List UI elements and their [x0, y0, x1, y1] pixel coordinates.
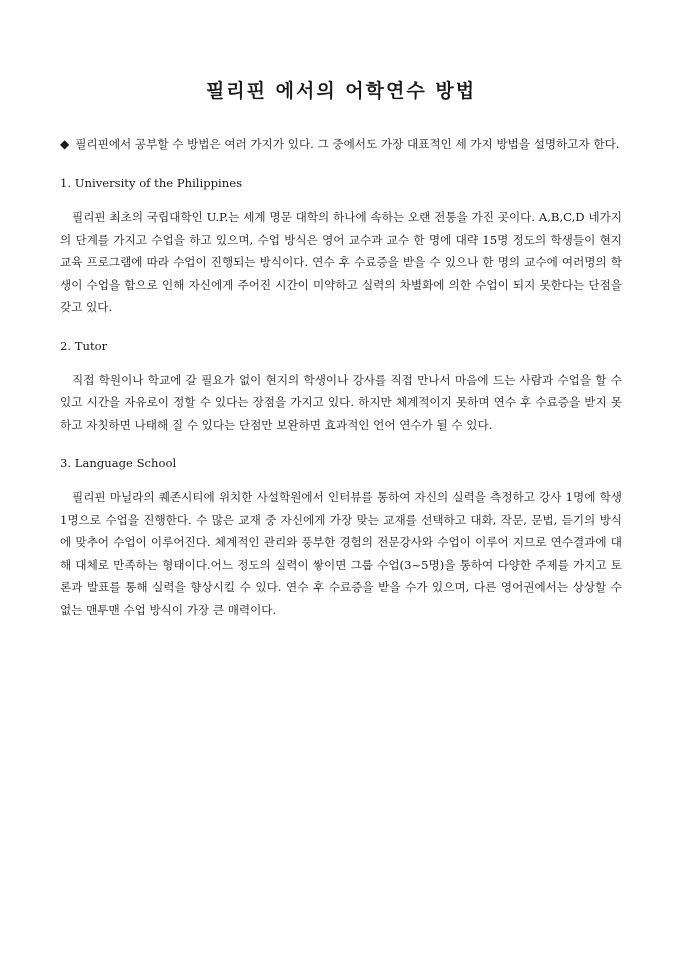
- intro-paragraph: [60, 134, 622, 155]
- section-tutor: [60, 336, 622, 437]
- section-language-school: [60, 453, 622, 621]
- section-body: 직접 학원이나 학교에 갈 필요가 없이 현지의 학생이나 강사를 직접 만나서 마음에 드는 사람과 수업을 할 수 있고 시간을 자유로이 정할 수 있다는 장점을 가지고 있다. 하지만 체계적이지 못하며 연수 후 수료증을 받지 못하고 자칫하면 나태해 질 수 있다는 단점만 보완하면 효과적인 언어 연수가 될 수 있다.: [60, 372, 622, 432]
- section-heading: 1. University of the Philippines: [60, 176, 243, 190]
- section-heading: 3. Language School: [60, 456, 177, 470]
- section-heading: 2. Tutor: [60, 338, 108, 353]
- section-body: 필리핀 최초의 국립대학인 U.P.는 세계 명문 대학의 하나에 속하는 오랜 전통을 가진 곳이다. A,B,C,D 네가지의 단계를 가지고 수업을 하고 있으며, 수업 방식은 영어 교수과 교수 한 명에 대략 15명 정도의 학생들이 현지 교육 프로그램에 따라 수업이 진행되는 방식이다. 연수 후 수료증을 받을 수 있으나 한 명의 교수에 여러명의 학생이 수업을 함으로 인해 자신에게 주어진 시간이 미약하고 실력의 차별화에 의한 수업이 되지 못한다는 단점을 갖고 있다.: [60, 210, 622, 314]
- diamond-bullet-icon: ◆: [60, 137, 70, 151]
- intro-text: 필리핀에서 공부할 수 방법은 여러 가지가 있다. 그 중에서도 가장 대표적인 세 가지 방법을 설명하고자 한다.: [75, 137, 620, 151]
- section-university: [60, 173, 622, 319]
- section-body: 필리핀 마닐라의 퀘존시티에 위치한 사설학원에서 인터뷰를 통하여 자신의 실력을 측정하고 강사 1명에 학생 1명으로 수업을 진행한다. 수 많은 교재 중 자신에게 가장 맞는 교재를 선택하고 대화, 작문, 문법, 듣기의 방식에 맞추어 수업이 이루어진다. 체계적인 관리와 풍부한 경험의 전문강사와 수업이 이루어 지므로 연수결과에 대해 대체로 만족하는 형태이다.어느 정도의 실력이 쌓이면 그룹 수업(3~5명)을 통하여 다양한 주제를 가지고 토론과 발표를 통해 실력을 향상시킬 수 있다. 연수 후 수료증을 받을 수가 있으며, 다른 영어권에서는 상상할 수 없는 맨투맨 수업 방식이 가장 큰 매력이다.: [60, 490, 622, 617]
- document-title: 필리핀 에서의 어학연수 방법: [205, 80, 477, 102]
